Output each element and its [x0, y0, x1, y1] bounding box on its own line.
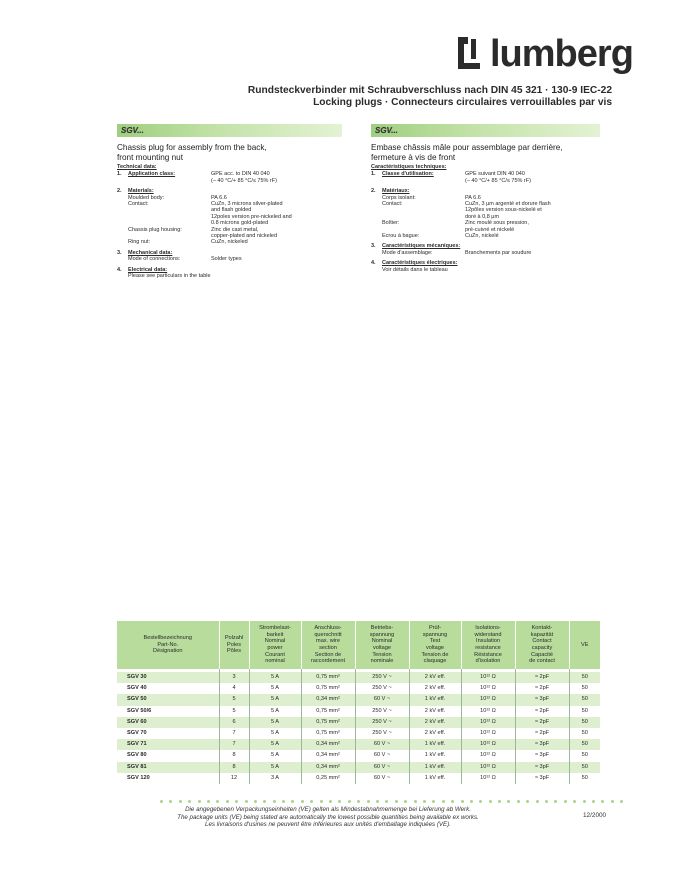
table-row: [117, 728, 600, 739]
table-body: [117, 669, 600, 784]
column-header: Anschluss- querschnitt max. wire section Section de raccordement: [301, 621, 355, 669]
technical-data-heading-fr: Caractéristiques techniques:: [371, 164, 447, 170]
cell-poles: 8: [219, 762, 249, 773]
table-row: [117, 750, 600, 761]
dot: [235, 800, 238, 803]
dot: [179, 800, 182, 803]
right-bar-label: SGV...: [375, 126, 398, 135]
cell-part: SGV 40: [117, 683, 219, 694]
dot: [348, 800, 351, 803]
cell-capacity: ≈ 2pF: [515, 683, 569, 694]
dot: [395, 800, 398, 803]
dot: [207, 800, 210, 803]
header-line-2: Locking plugs · Connecteurs circulaires verrouillables par vis: [313, 97, 612, 108]
dot: [338, 800, 341, 803]
product-title-fr: Embase châssis mâle pour assemblage par derrière, fermeture à vis de front: [371, 143, 563, 162]
cell-ve: 50: [569, 672, 600, 683]
material-row-fr: Ecrou à bague: CuZn, nickelé: [382, 233, 499, 240]
table-row: [117, 773, 600, 784]
column-header: Isolations- widerstand Insulation resistance Résistance d'isolation: [461, 621, 515, 669]
lumberg-logo: [454, 32, 633, 76]
dot: [611, 800, 614, 803]
table-row: [117, 762, 600, 773]
cell-insulation: 10¹² Ω: [461, 773, 515, 784]
dot: [432, 800, 435, 803]
cell-test: 2 kV eff.: [409, 672, 461, 683]
dot: [461, 800, 464, 803]
cell-insulation: 10¹² Ω: [461, 706, 515, 717]
dot: [160, 800, 163, 803]
footer-dot-rule: [160, 800, 623, 803]
dot: [320, 800, 323, 803]
dot: [404, 800, 407, 803]
dot: [479, 800, 482, 803]
cell-test: 1 kV eff.: [409, 762, 461, 773]
cell-test: 2 kV eff.: [409, 728, 461, 739]
dot: [310, 800, 313, 803]
dot: [376, 800, 379, 803]
cell-insulation: 10¹² Ω: [461, 694, 515, 705]
dot: [169, 800, 172, 803]
dot: [414, 800, 417, 803]
dot: [451, 800, 454, 803]
section-4-fr: 4. Caractéristiques électriques:: [371, 260, 458, 267]
cell-poles: 5: [219, 694, 249, 705]
cell-voltage: 250 V ~: [355, 706, 409, 717]
cell-test: 1 kV eff.: [409, 739, 461, 750]
cell-capacity: ≈ 2pF: [515, 728, 569, 739]
cell-insulation: 10¹² Ω: [461, 717, 515, 728]
footer-note: [118, 806, 538, 829]
cell-poles: 12: [219, 773, 249, 784]
cell-voltage: 250 V ~: [355, 683, 409, 694]
cell-ve: 50: [569, 706, 600, 717]
cell-test: 2 kV eff.: [409, 706, 461, 717]
dot: [573, 800, 576, 803]
footer-note-de: Die angegebenen Verpackungseinheiten (VE) gelten als Mindestabnahmemenge bei Lieferung ab Werk.: [185, 806, 471, 813]
cell-voltage: 250 V ~: [355, 672, 409, 683]
cell-current: 3 A: [249, 773, 301, 784]
cell-voltage: 60 V ~: [355, 739, 409, 750]
table-row: [117, 717, 600, 728]
dot: [517, 800, 520, 803]
dot: [291, 800, 294, 803]
footer-note-fr: Les livraisons d'usines ne peuvent être inférieures aux unités d'emballage indiquées (VE).: [205, 821, 451, 829]
cell-ve: 50: [569, 773, 600, 784]
cell-capacity: ≈ 3pF: [515, 694, 569, 705]
specification-table: [117, 621, 600, 784]
table-row: [117, 706, 600, 717]
dot: [442, 800, 445, 803]
cell-section: 0,34 mm²: [301, 694, 355, 705]
cell-part: SGV 71: [117, 739, 219, 750]
cell-part: SGV 120: [117, 773, 219, 784]
cell-capacity: ≈ 3pF: [515, 750, 569, 761]
dot: [498, 800, 501, 803]
section-2: 2. Materials:: [117, 188, 154, 195]
section-4: 4. Electrical data:: [117, 266, 168, 273]
cell-part: SGV 81: [117, 762, 219, 773]
cell-ve: 50: [569, 717, 600, 728]
dot: [263, 800, 266, 803]
cell-part: SGV 50/6: [117, 706, 219, 717]
cell-section: 0,75 mm²: [301, 706, 355, 717]
table-header-row: [117, 621, 600, 669]
dot: [526, 800, 529, 803]
cell-capacity: ≈ 3pF: [515, 762, 569, 773]
section-3-fr: 3. Caractéristiques mécaniques:: [371, 243, 461, 250]
cell-test: 2 kV eff.: [409, 717, 461, 728]
dot: [489, 800, 492, 803]
dot: [536, 800, 539, 803]
column-header: Prüf- spannung Test voltage Tension de claquage: [409, 621, 461, 669]
cell-poles: 8: [219, 750, 249, 761]
table-row: [117, 694, 600, 705]
cell-poles: 3: [219, 672, 249, 683]
dot: [545, 800, 548, 803]
material-row: Chassis plug housing: Zinc die cast metal, copper-plated and nickeled: [128, 226, 278, 240]
dot: [367, 800, 370, 803]
dot: [329, 800, 332, 803]
left-section-bar: [117, 124, 342, 137]
cell-part: SGV 80: [117, 750, 219, 761]
cell-ve: 50: [569, 762, 600, 773]
table-row: [117, 739, 600, 750]
english-spec-column: [117, 143, 349, 280]
cell-poles: 4: [219, 683, 249, 694]
cell-capacity: ≈ 2pF: [515, 706, 569, 717]
cell-section: 0,34 mm²: [301, 750, 355, 761]
cell-ve: 50: [569, 728, 600, 739]
cell-voltage: 60 V ~: [355, 694, 409, 705]
dot: [188, 800, 191, 803]
dot: [254, 800, 257, 803]
cell-test: 1 kV eff.: [409, 773, 461, 784]
cell-current: 5 A: [249, 717, 301, 728]
product-title: Chassis plug for assembly from the back, front mounting nut: [117, 143, 267, 162]
left-bar-label: SGV...: [121, 126, 144, 135]
issue-date: 12/2000: [583, 812, 607, 819]
cell-test: 1 kV eff.: [409, 750, 461, 761]
cell-voltage: 250 V ~: [355, 717, 409, 728]
dot: [198, 800, 201, 803]
dot: [357, 800, 360, 803]
cell-capacity: ≈ 2pF: [515, 717, 569, 728]
material-row: Contact: CuZn, 3 microns silver-plated and flash golded 12poles version pre-nickeled and 0.8 microns gold-plated: [128, 201, 292, 227]
cell-section: 0,75 mm²: [301, 717, 355, 728]
dot: [620, 800, 623, 803]
dot: [385, 800, 388, 803]
page-header: [248, 85, 612, 109]
cell-capacity: ≈ 3pF: [515, 739, 569, 750]
cell-voltage: 60 V ~: [355, 750, 409, 761]
section-2-fr: 2. Matériaux:: [371, 188, 410, 195]
cell-current: 5 A: [249, 672, 301, 683]
dot: [226, 800, 229, 803]
column-header: Bestellbezeichnung Part-No. Désignation: [117, 621, 219, 669]
cell-current: 5 A: [249, 750, 301, 761]
cell-poles: 5: [219, 706, 249, 717]
cell-voltage: 60 V ~: [355, 762, 409, 773]
cell-test: 1 kV eff.: [409, 694, 461, 705]
cell-capacity: ≈ 2pF: [515, 672, 569, 683]
cell-ve: 50: [569, 694, 600, 705]
cell-insulation: 10¹² Ω: [461, 750, 515, 761]
cell-part: SGV 50: [117, 694, 219, 705]
section-1: 1. Application class: GPE acc. to DIN 40 040 (– 40 °C/+ 85 °C/≤ 75% rF): [117, 171, 277, 184]
column-header: VE: [569, 621, 600, 669]
dot: [301, 800, 304, 803]
french-spec-column: [371, 143, 603, 273]
column-header: Kontakt- kapazität Contact capacity Capacité de contact: [515, 621, 569, 669]
dot: [216, 800, 219, 803]
cell-ve: 50: [569, 750, 600, 761]
cell-part: SGV 70: [117, 728, 219, 739]
material-row-fr: Boîtier: Zinc moulé sous pression, pré-cuivré et nickelé: [382, 220, 529, 233]
cell-current: 5 A: [249, 706, 301, 717]
cell-current: 5 A: [249, 683, 301, 694]
cell-current: 5 A: [249, 694, 301, 705]
column-header: Polzahl Poles Pôles: [219, 621, 249, 669]
footer-note-en: The package units (VE) being stated are automatically the lowest possible quantities being available ex works.: [177, 813, 479, 821]
cell-current: 5 A: [249, 762, 301, 773]
cell-current: 5 A: [249, 728, 301, 739]
mechanical-row-fr: Mode d'assemblage: Branchements par soudure: [382, 249, 532, 256]
dot: [423, 800, 426, 803]
dot: [554, 800, 557, 803]
dot: [507, 800, 510, 803]
dot: [282, 800, 285, 803]
electrical-note: Please see particulars in the table: [128, 273, 211, 280]
material-row: Ring nut: CuZn, nickeled: [128, 239, 248, 246]
cell-section: 0,75 mm²: [301, 728, 355, 739]
cell-poles: 6: [219, 717, 249, 728]
cell-section: 0,34 mm²: [301, 739, 355, 750]
dot: [592, 800, 595, 803]
cell-section: 0,75 mm²: [301, 683, 355, 694]
cell-current: 5 A: [249, 739, 301, 750]
cell-ve: 50: [569, 683, 600, 694]
right-section-bar: [371, 124, 600, 137]
technical-data-heading: Technical data:: [117, 164, 157, 170]
cell-part: SGV 30: [117, 672, 219, 683]
header-line-1: Rundsteckverbinder mit Schraubverschluss nach DIN 45 321 · 130-9 IEC-22: [247, 85, 612, 96]
dot: [273, 800, 276, 803]
electrical-note-fr: Voir détails dans le tableau: [382, 266, 448, 273]
dot: [245, 800, 248, 803]
cell-insulation: 10¹² Ω: [461, 762, 515, 773]
material-row: Moulded body: PA 6.6: [128, 194, 227, 201]
cell-section: 0,25 mm²: [301, 773, 355, 784]
cell-section: 0,75 mm²: [301, 672, 355, 683]
material-row-fr: Corps isolant: PA 6.6: [382, 194, 481, 201]
logo-wordmark: lumberg: [490, 33, 633, 75]
cell-part: SGV 60: [117, 717, 219, 728]
cell-voltage: 250 V ~: [355, 728, 409, 739]
cell-section: 0,34 mm²: [301, 762, 355, 773]
cell-capacity: ≈ 3pF: [515, 773, 569, 784]
cell-poles: 7: [219, 728, 249, 739]
lumberg-logo-mark: [454, 35, 484, 73]
cell-insulation: 10¹² Ω: [461, 728, 515, 739]
material-row-fr: Contact: CuZn, 3 µm argenté et dorure flash 12pôles version sous-nickelé et doré à 0,8 µm: [382, 201, 551, 220]
column-header: Betriebs- spannung Nominal voltage Tension nominale: [355, 621, 409, 669]
dot: [564, 800, 567, 803]
cell-voltage: 60 V ~: [355, 773, 409, 784]
dot: [470, 800, 473, 803]
dot: [583, 800, 586, 803]
section-3: 3. Mechanical data:: [117, 249, 173, 256]
cell-insulation: 10¹² Ω: [461, 672, 515, 683]
cell-test: 2 kV eff.: [409, 683, 461, 694]
section-1-fr: 1. Classe d'utilisation: GPE suivant DIN 40 040 (– 40 °C/+ 85 °C/≤ 75% rF): [371, 171, 531, 184]
cell-poles: 7: [219, 739, 249, 750]
cell-ve: 50: [569, 739, 600, 750]
table-row: [117, 672, 600, 683]
table-row: [117, 683, 600, 694]
cell-insulation: 10¹² Ω: [461, 739, 515, 750]
mechanical-row: Mode of connections: Solder types: [128, 256, 242, 263]
column-header: Strombelast- barkeit Nominal power Courant nominal: [249, 621, 301, 669]
dot: [601, 800, 604, 803]
cell-insulation: 10¹² Ω: [461, 683, 515, 694]
